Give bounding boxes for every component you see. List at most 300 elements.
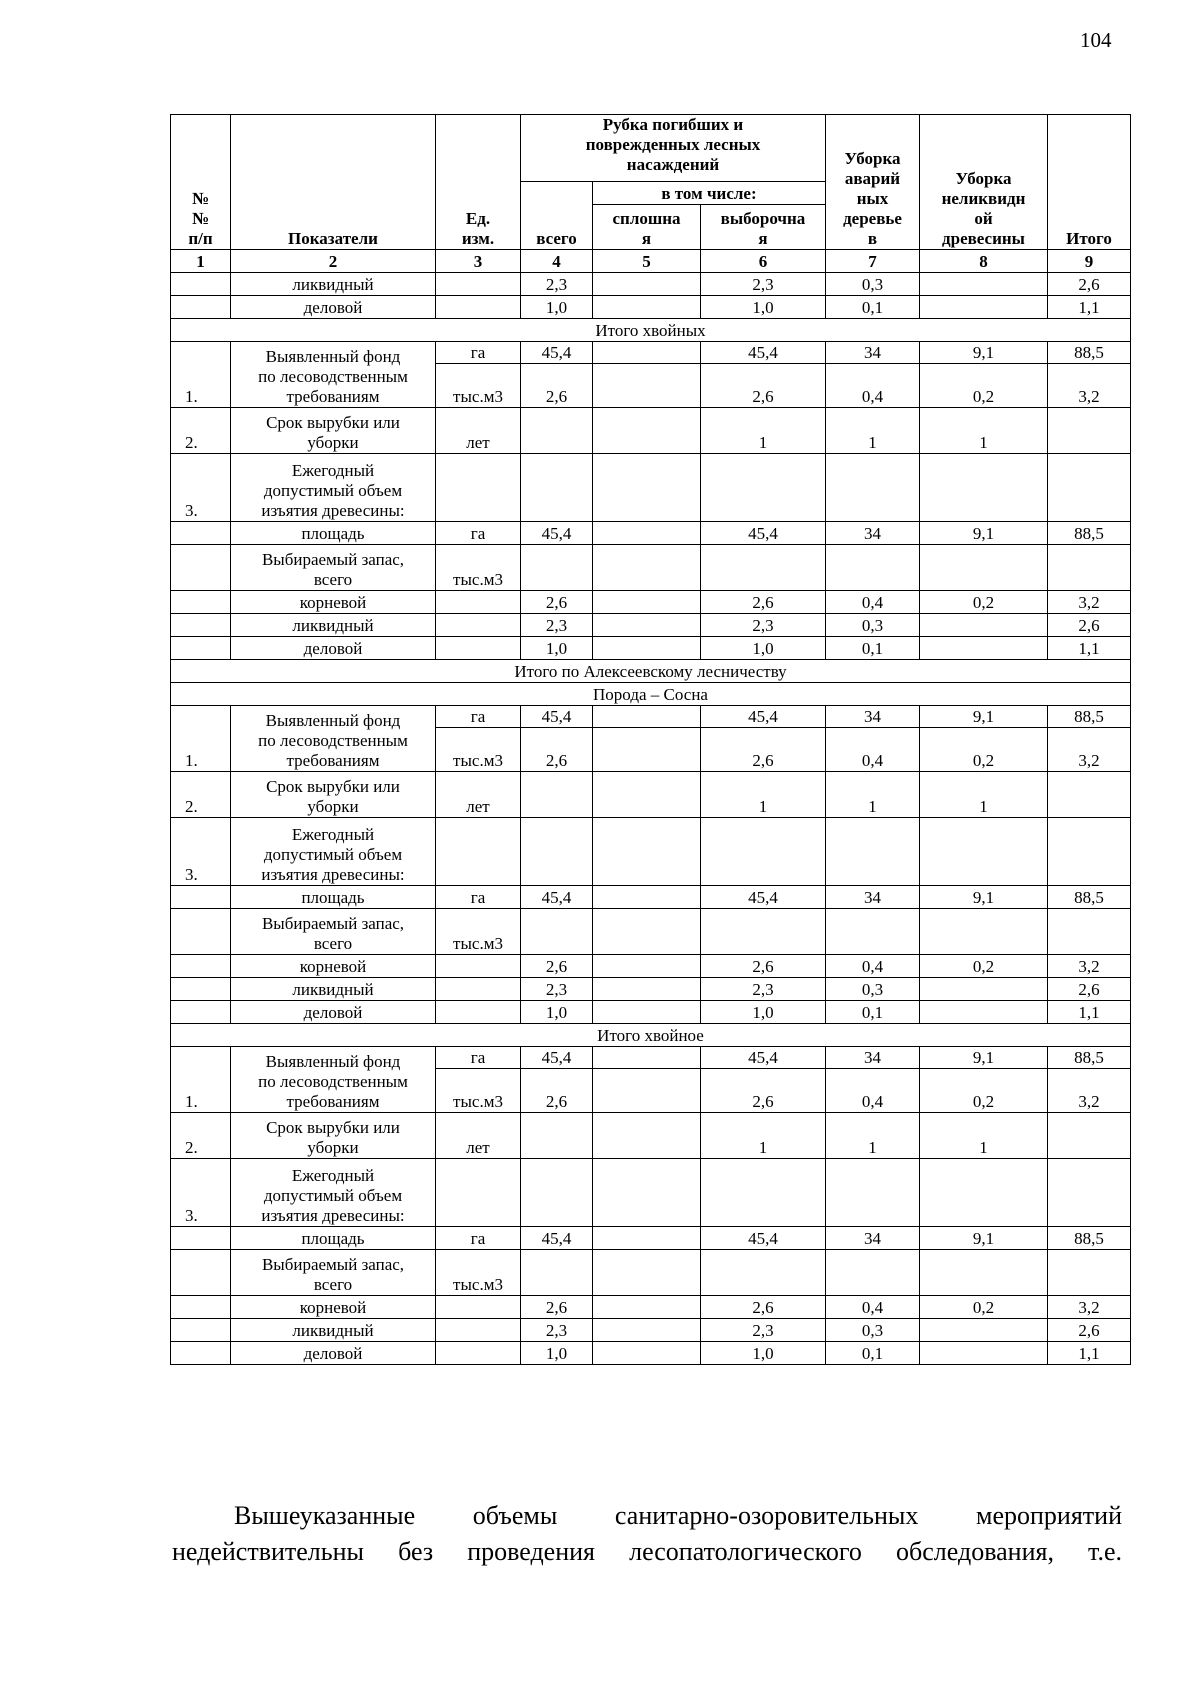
value-cell: 1,0 [701, 1342, 826, 1365]
table-header [171, 115, 1131, 273]
table-row [171, 273, 1131, 296]
header-col-clear: сплошна я [593, 205, 701, 250]
value-cell [521, 1250, 593, 1296]
value-cell: 0,3 [826, 273, 920, 296]
table-row [171, 886, 1131, 909]
value-cell: 34 [826, 342, 920, 364]
value-cell [920, 296, 1048, 319]
value-cell [521, 1113, 593, 1159]
value-cell [701, 909, 826, 955]
section-title-row [171, 1024, 1131, 1047]
table-row [171, 706, 1131, 728]
value-cell [920, 978, 1048, 1001]
unit-cell: лет [436, 1113, 521, 1159]
value-cell: 3,2 [1048, 728, 1131, 772]
value-cell [593, 1001, 701, 1024]
value-cell: 0,3 [826, 614, 920, 637]
value-cell: 2,6 [701, 728, 826, 772]
value-cell [521, 818, 593, 886]
value-cell [521, 454, 593, 522]
indicator-cell: площадь [231, 522, 436, 545]
header-num: 1 [171, 250, 231, 273]
indicator-cell: Срок вырубки или уборки [231, 408, 436, 454]
header-num: 3 [436, 250, 521, 273]
value-cell: 2,3 [701, 273, 826, 296]
value-cell: 1,1 [1048, 1001, 1131, 1024]
value-cell: 0,2 [920, 591, 1048, 614]
unit-cell: тыс.м3 [436, 1069, 521, 1113]
value-cell: 45,4 [701, 886, 826, 909]
value-cell [593, 273, 701, 296]
header-num: 6 [701, 250, 826, 273]
value-cell [701, 1159, 826, 1227]
table-row [171, 408, 1131, 454]
table-row [171, 1113, 1131, 1159]
table-row [171, 1319, 1131, 1342]
unit-cell [436, 1296, 521, 1319]
value-cell [593, 818, 701, 886]
table-row [171, 1250, 1131, 1296]
value-cell [521, 408, 593, 454]
indicator-cell: ликвидный [231, 1319, 436, 1342]
value-cell: 1 [920, 1113, 1048, 1159]
section-title: Итого хвойных [171, 319, 1131, 342]
number-cell [171, 886, 231, 909]
value-cell [593, 955, 701, 978]
number-cell [171, 1227, 231, 1250]
unit-cell [436, 978, 521, 1001]
unit-cell: га [436, 1047, 521, 1069]
number-cell [171, 273, 231, 296]
value-cell [593, 522, 701, 545]
value-cell [521, 772, 593, 818]
number-cell [171, 1342, 231, 1365]
header-num: 8 [920, 250, 1048, 273]
value-cell: 88,5 [1048, 522, 1131, 545]
number-cell [171, 1250, 231, 1296]
unit-cell: тыс.м3 [436, 909, 521, 955]
table-row [171, 591, 1131, 614]
value-cell: 9,1 [920, 342, 1048, 364]
table-row [171, 522, 1131, 545]
value-cell [593, 1319, 701, 1342]
value-cell: 45,4 [521, 706, 593, 728]
value-cell [701, 818, 826, 886]
unit-cell [436, 637, 521, 660]
value-cell: 45,4 [701, 1047, 826, 1069]
value-cell: 45,4 [701, 522, 826, 545]
value-cell [920, 454, 1048, 522]
unit-cell [436, 1001, 521, 1024]
indicator-cell: корневой [231, 1296, 436, 1319]
value-cell: 0,2 [920, 955, 1048, 978]
value-cell [1048, 1250, 1131, 1296]
value-cell [1048, 772, 1131, 818]
value-cell [826, 818, 920, 886]
value-cell [593, 1296, 701, 1319]
value-cell: 9,1 [920, 886, 1048, 909]
value-cell [920, 1250, 1048, 1296]
value-cell [436, 1159, 521, 1227]
indicator-cell: Выбираемый запас, всего [231, 1250, 436, 1296]
value-cell [593, 1047, 701, 1069]
value-cell [701, 1250, 826, 1296]
value-cell: 9,1 [920, 1047, 1048, 1069]
indicator-cell: деловой [231, 1001, 436, 1024]
number-cell: 3. [171, 1159, 231, 1227]
page-number: 104 [1080, 28, 1112, 52]
value-cell [920, 545, 1048, 591]
header-num: 2 [231, 250, 436, 273]
table-row [171, 1227, 1131, 1250]
value-cell: 9,1 [920, 522, 1048, 545]
value-cell [826, 545, 920, 591]
forest-measures-table [170, 114, 1131, 1365]
header-col-number: № № п/п [171, 115, 231, 250]
value-cell: 88,5 [1048, 1227, 1131, 1250]
number-cell [171, 1296, 231, 1319]
indicator-cell: корневой [231, 955, 436, 978]
value-cell [593, 454, 701, 522]
value-cell: 3,2 [1048, 591, 1131, 614]
value-cell: 34 [826, 1047, 920, 1069]
value-cell [593, 614, 701, 637]
value-cell: 45,4 [521, 886, 593, 909]
value-cell: 0,4 [826, 728, 920, 772]
table-row [171, 1047, 1131, 1069]
value-cell [593, 364, 701, 408]
value-cell [1048, 1113, 1131, 1159]
section-title-row [171, 660, 1131, 683]
value-cell: 0,2 [920, 364, 1048, 408]
indicator-cell: ликвидный [231, 614, 436, 637]
unit-cell: лет [436, 408, 521, 454]
value-cell: 2,3 [701, 614, 826, 637]
value-cell [1048, 408, 1131, 454]
number-cell [171, 1001, 231, 1024]
table-row [171, 1159, 1131, 1227]
value-cell: 0,2 [920, 1296, 1048, 1319]
value-cell: 1 [701, 1113, 826, 1159]
number-cell: 2. [171, 408, 231, 454]
indicator-cell: Выбираемый запас, всего [231, 909, 436, 955]
value-cell [521, 1159, 593, 1227]
value-cell [593, 1342, 701, 1365]
number-cell [171, 296, 231, 319]
header-col-selective: выборочна я [701, 205, 826, 250]
table-row [171, 1001, 1131, 1024]
indicator-cell: Ежегодный допустимый объем изъятия древесины: [231, 818, 436, 886]
value-cell: 1 [826, 1113, 920, 1159]
value-cell: 1,1 [1048, 637, 1131, 660]
value-cell: 2,6 [701, 1069, 826, 1113]
value-cell: 34 [826, 886, 920, 909]
table-row [171, 637, 1131, 660]
number-cell: 1. [171, 706, 231, 772]
table-row [171, 1342, 1131, 1365]
header-group-felling: Рубка погибших и поврежденных лесных насаждений [521, 115, 826, 182]
value-cell [593, 637, 701, 660]
value-cell: 45,4 [521, 522, 593, 545]
indicator-cell: деловой [231, 296, 436, 319]
value-cell [920, 273, 1048, 296]
value-cell: 2,3 [701, 978, 826, 1001]
unit-cell [436, 1342, 521, 1365]
value-cell: 0,4 [826, 1296, 920, 1319]
value-cell: 2,3 [521, 273, 593, 296]
value-cell: 0,1 [826, 296, 920, 319]
value-cell [826, 1250, 920, 1296]
number-cell [171, 591, 231, 614]
value-cell [593, 545, 701, 591]
header-number-row [171, 250, 1131, 273]
value-cell: 1 [826, 408, 920, 454]
value-cell [826, 1159, 920, 1227]
number-cell: 2. [171, 1113, 231, 1159]
table-row [171, 342, 1131, 364]
unit-cell [436, 591, 521, 614]
header-col-emergency: Уборка аварий ных деревье в [826, 115, 920, 250]
unit-cell [436, 614, 521, 637]
value-cell: 0,4 [826, 955, 920, 978]
value-cell: 2,6 [521, 955, 593, 978]
value-cell: 1 [920, 772, 1048, 818]
value-cell: 1,0 [701, 296, 826, 319]
value-cell [436, 818, 521, 886]
section-title-row [171, 319, 1131, 342]
number-cell: 1. [171, 342, 231, 408]
value-cell: 45,4 [701, 706, 826, 728]
value-cell [920, 614, 1048, 637]
value-cell [1048, 1159, 1131, 1227]
indicator-cell: ликвидный [231, 273, 436, 296]
value-cell [826, 909, 920, 955]
value-cell: 3,2 [1048, 1069, 1131, 1113]
value-cell: 2,6 [701, 955, 826, 978]
value-cell: 0,2 [920, 728, 1048, 772]
unit-cell: лет [436, 772, 521, 818]
value-cell [593, 296, 701, 319]
indicator-cell: деловой [231, 1342, 436, 1365]
header-subgroup: в том числе: [593, 182, 826, 205]
value-cell: 2,6 [521, 728, 593, 772]
header-col-all: всего [521, 182, 593, 250]
value-cell [826, 454, 920, 522]
value-cell: 2,3 [701, 1319, 826, 1342]
unit-cell [436, 955, 521, 978]
value-cell: 88,5 [1048, 1047, 1131, 1069]
indicator-cell: площадь [231, 1227, 436, 1250]
value-cell: 3,2 [1048, 364, 1131, 408]
value-cell: 1,0 [701, 637, 826, 660]
value-cell: 2,6 [701, 591, 826, 614]
value-cell [593, 728, 701, 772]
paragraph-line-2: недействительны без проведения лесопатологического обследования, т.е. [172, 1537, 1122, 1566]
value-cell: 2,6 [521, 364, 593, 408]
indicator-cell: корневой [231, 591, 436, 614]
table-row [171, 772, 1131, 818]
value-cell: 88,5 [1048, 342, 1131, 364]
value-cell: 1,0 [701, 1001, 826, 1024]
value-cell: 0,3 [826, 978, 920, 1001]
value-cell: 2,6 [1048, 978, 1131, 1001]
value-cell: 0,4 [826, 364, 920, 408]
number-cell [171, 909, 231, 955]
unit-cell: га [436, 886, 521, 909]
unit-cell: га [436, 342, 521, 364]
value-cell [593, 342, 701, 364]
value-cell [593, 1227, 701, 1250]
unit-cell: тыс.м3 [436, 728, 521, 772]
value-cell [521, 909, 593, 955]
value-cell [920, 1342, 1048, 1365]
table-body [171, 273, 1131, 1365]
unit-cell: тыс.м3 [436, 1250, 521, 1296]
indicator-cell: Срок вырубки или уборки [231, 772, 436, 818]
value-cell [593, 1159, 701, 1227]
value-cell: 9,1 [920, 706, 1048, 728]
value-cell: 34 [826, 1227, 920, 1250]
value-cell: 2,3 [521, 1319, 593, 1342]
value-cell: 1 [701, 772, 826, 818]
number-cell [171, 545, 231, 591]
indicator-cell: Срок вырубки или уборки [231, 1113, 436, 1159]
number-cell: 3. [171, 454, 231, 522]
value-cell [593, 1069, 701, 1113]
number-cell [171, 614, 231, 637]
value-cell: 1,1 [1048, 1342, 1131, 1365]
number-cell [171, 955, 231, 978]
header-num: 4 [521, 250, 593, 273]
unit-cell: га [436, 706, 521, 728]
indicator-cell: Выбираемый запас, всего [231, 545, 436, 591]
value-cell [593, 1250, 701, 1296]
header-col-illiquid: Уборка неликвидн ой древесины [920, 115, 1048, 250]
number-cell: 2. [171, 772, 231, 818]
value-cell [593, 706, 701, 728]
header-col-total: Итого [1048, 115, 1131, 250]
unit-cell [436, 1319, 521, 1342]
value-cell: 2,6 [1048, 1319, 1131, 1342]
header-num: 9 [1048, 250, 1131, 273]
value-cell: 9,1 [920, 1227, 1048, 1250]
value-cell: 0,1 [826, 1342, 920, 1365]
value-cell: 34 [826, 706, 920, 728]
section-title: Итого по Алексеевскому лесничеству [171, 660, 1131, 683]
table-row [171, 978, 1131, 1001]
value-cell: 1 [701, 408, 826, 454]
value-cell [1048, 545, 1131, 591]
number-cell: 1. [171, 1047, 231, 1113]
value-cell [1048, 454, 1131, 522]
value-cell [593, 408, 701, 454]
value-cell [593, 978, 701, 1001]
value-cell: 1,1 [1048, 296, 1131, 319]
section-title: Порода – Сосна [171, 683, 1131, 706]
value-cell [593, 886, 701, 909]
number-cell: 3. [171, 818, 231, 886]
value-cell: 3,2 [1048, 1296, 1131, 1319]
value-cell: 0,2 [920, 1069, 1048, 1113]
unit-cell: тыс.м3 [436, 364, 521, 408]
value-cell: 0,4 [826, 1069, 920, 1113]
value-cell [701, 454, 826, 522]
indicator-cell: Выявленный фонд по лесоводственным требованиям [231, 1047, 436, 1113]
number-cell [171, 637, 231, 660]
section-title-row [171, 683, 1131, 706]
section-title: Итого хвойное [171, 1024, 1131, 1047]
value-cell: 2,6 [1048, 614, 1131, 637]
table-row [171, 955, 1131, 978]
value-cell: 3,2 [1048, 955, 1131, 978]
unit-cell: тыс.м3 [436, 545, 521, 591]
value-cell: 34 [826, 522, 920, 545]
value-cell: 2,3 [521, 978, 593, 1001]
value-cell [920, 909, 1048, 955]
number-cell [171, 978, 231, 1001]
value-cell: 1,0 [521, 1342, 593, 1365]
value-cell [920, 818, 1048, 886]
value-cell: 2,6 [701, 364, 826, 408]
value-cell: 1 [826, 772, 920, 818]
value-cell: 2,3 [521, 614, 593, 637]
table-row [171, 545, 1131, 591]
value-cell: 0,1 [826, 637, 920, 660]
value-cell: 1,0 [521, 1001, 593, 1024]
table-row [171, 296, 1131, 319]
header-num: 5 [593, 250, 701, 273]
value-cell [593, 772, 701, 818]
value-cell: 2,6 [521, 1069, 593, 1113]
value-cell: 0,1 [826, 1001, 920, 1024]
value-cell: 0,4 [826, 591, 920, 614]
value-cell [920, 1159, 1048, 1227]
value-cell [593, 591, 701, 614]
table-row [171, 909, 1131, 955]
header-col-unit: Ед. изм. [436, 115, 521, 250]
unit-cell [436, 273, 521, 296]
unit-cell: га [436, 522, 521, 545]
value-cell: 2,6 [521, 1296, 593, 1319]
indicator-cell: ликвидный [231, 978, 436, 1001]
indicator-cell: Ежегодный допустимый объем изъятия древесины: [231, 1159, 436, 1227]
indicator-cell: деловой [231, 637, 436, 660]
indicator-cell: Выявленный фонд по лесоводственным требованиям [231, 706, 436, 772]
value-cell: 2,6 [701, 1296, 826, 1319]
value-cell [593, 909, 701, 955]
header-col-indicator: Показатели [231, 115, 436, 250]
value-cell [920, 1319, 1048, 1342]
value-cell: 1,0 [521, 296, 593, 319]
table-row [171, 1296, 1131, 1319]
indicator-cell: площадь [231, 886, 436, 909]
value-cell: 45,4 [521, 342, 593, 364]
header-num: 7 [826, 250, 920, 273]
table-row [171, 614, 1131, 637]
value-cell: 45,4 [701, 342, 826, 364]
value-cell: 88,5 [1048, 886, 1131, 909]
table-row [171, 454, 1131, 522]
indicator-cell: Ежегодный допустимый объем изъятия древесины: [231, 454, 436, 522]
value-cell: 88,5 [1048, 706, 1131, 728]
value-cell [1048, 909, 1131, 955]
value-cell: 2,6 [521, 591, 593, 614]
value-cell: 0,3 [826, 1319, 920, 1342]
value-cell: 1,0 [521, 637, 593, 660]
value-cell [593, 1113, 701, 1159]
value-cell [920, 637, 1048, 660]
number-cell [171, 522, 231, 545]
